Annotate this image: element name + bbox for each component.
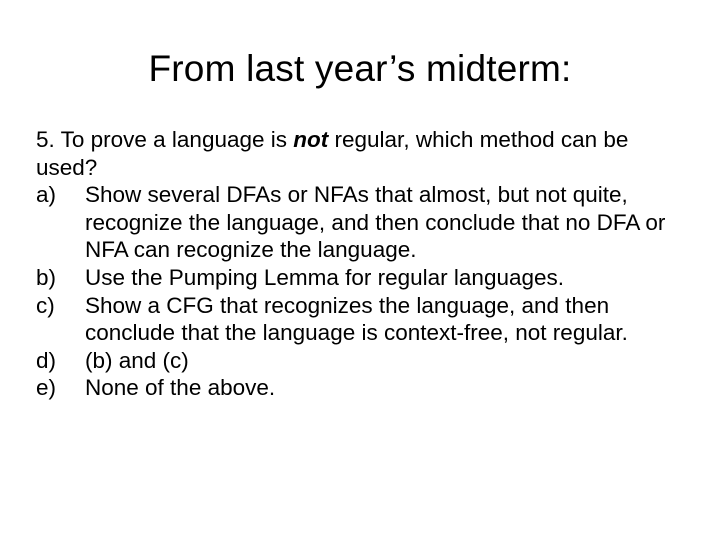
question-text: [36, 126, 684, 181]
question-suffix: regular, which method can be used?: [36, 127, 629, 180]
option-letter: a): [36, 182, 57, 208]
option-b: [36, 264, 684, 292]
option-letter: e): [36, 375, 57, 401]
option-text: (b) and (c): [85, 347, 189, 373]
question-emphasis: not: [293, 127, 329, 152]
slide-title: From last year’s midterm:: [148, 48, 572, 89]
question-prefix: 5. To prove a language is: [36, 127, 294, 152]
option-c: [36, 292, 684, 347]
option-text: None of the above.: [85, 375, 276, 401]
option-text: Show several DFAs or NFAs that almost, but not quite, recognize the language, and then conclude that no DFA or NFA can recognize the language.: [85, 182, 666, 263]
option-d: [36, 347, 684, 375]
option-letter: b): [36, 264, 57, 290]
option-a: [36, 181, 684, 264]
option-letter: c): [36, 292, 55, 318]
option-text: Show a CFG that recognizes the language, and then conclude that the language is context-free, not regular.: [85, 292, 628, 346]
slide-body: [36, 126, 684, 402]
answer-options: [36, 181, 684, 402]
option-text: Use the Pumping Lemma for regular languages.: [85, 264, 565, 290]
option-letter: d): [36, 347, 57, 373]
option-e: [36, 374, 684, 402]
